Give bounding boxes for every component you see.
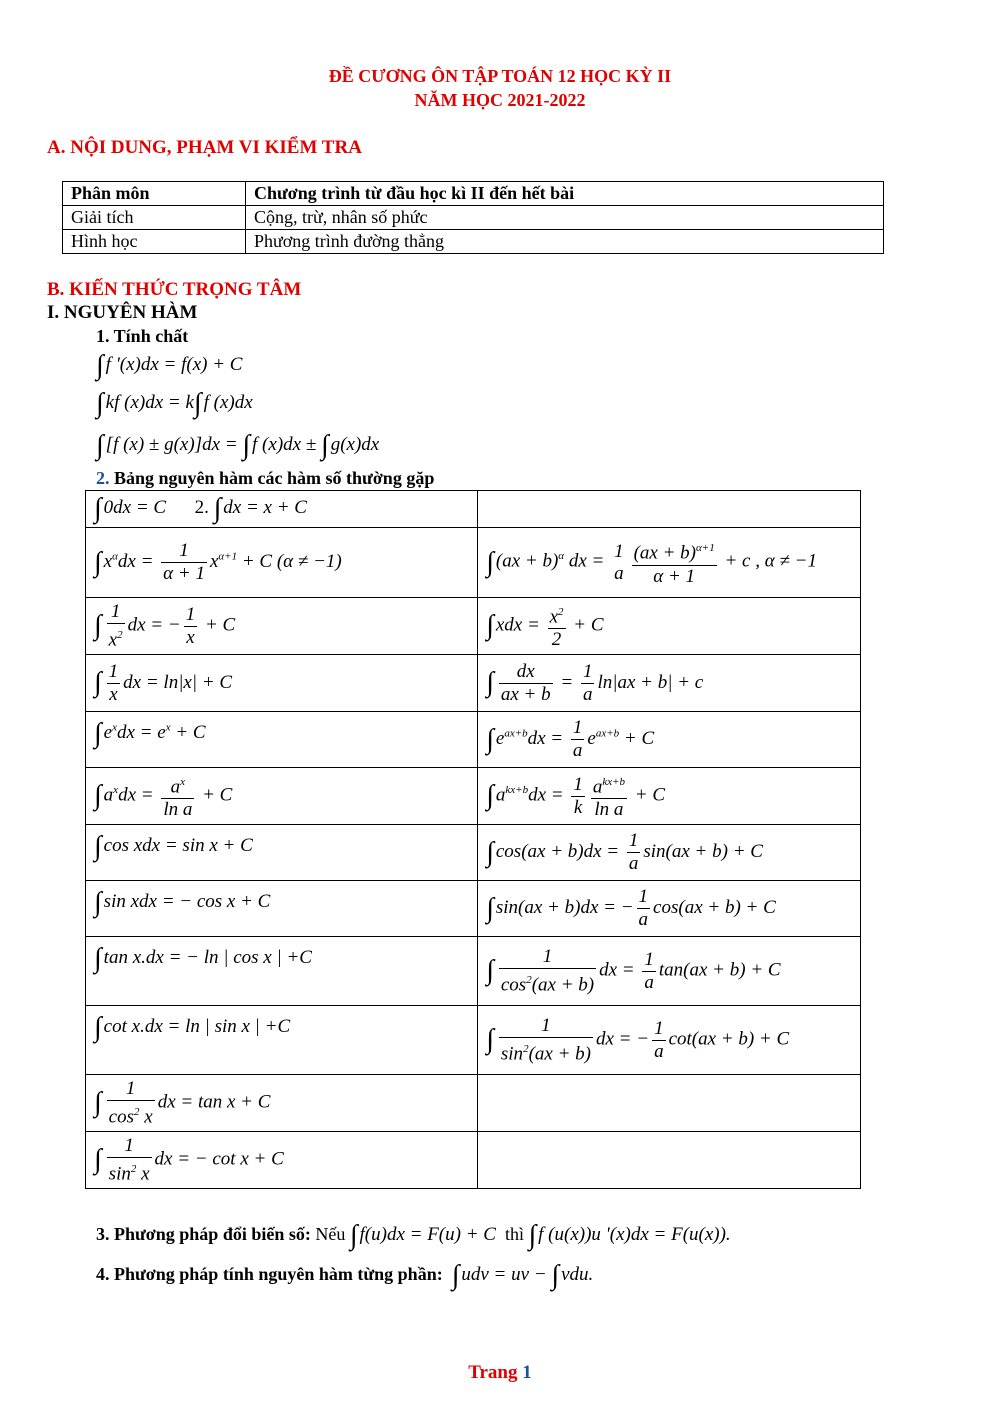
scope-cell-program: Cộng, trừ, nhân số phức	[246, 206, 884, 230]
table-heading-text: Bảng nguyên hàm các hàm số thường gặp	[109, 468, 435, 488]
scope-cell-subject: Giải tích	[63, 206, 246, 230]
formula-cell	[478, 1132, 861, 1189]
formula-cell: ∫ cos xdx = sin x + C	[86, 825, 478, 881]
method3-then: thì	[504, 1224, 524, 1244]
formula-cell: ∫ sin xdx = − cos x + C	[86, 881, 478, 937]
formula-cell: ∫ $a^{kx+b}dx$ = $\frac{1}{k}$ $\frac{a^{kx+b}}{\text{ln a}}$ + C	[478, 768, 861, 825]
table-row	[86, 528, 861, 598]
formula-cell: ∫ cot x.dx = ln | sin x | +C	[86, 1006, 478, 1075]
table-row	[86, 937, 861, 1006]
formula-cell: ∫ $x^\alpha dx$ = $\frac{1}{\alpha + 1}$ $x^{\alpha+1} + C$ (α ≠ −1)	[86, 528, 478, 598]
table-row	[86, 768, 861, 825]
doc-title-line2: NĂM HỌC 2021-2022	[414, 90, 586, 110]
formula-cell	[478, 491, 861, 528]
formula-cell: ∫ $\frac{1}{\sin^2 x}$ dx = − cot x + C	[86, 1132, 478, 1189]
part1-heading: I. NGUYÊN HÀM	[47, 302, 198, 323]
table-row	[86, 881, 861, 937]
method3-label: 3. Phương pháp đổi biến số:	[96, 1224, 311, 1244]
table-row	[86, 1132, 861, 1189]
table-row	[86, 1075, 861, 1132]
footer-page-number: 1	[522, 1362, 532, 1383]
formula-cell: ∫ $\frac{1}{\cos^2(ax + b)}$ dx = $\frac{1}{a}$ tan(ax + b) + C	[478, 937, 861, 1006]
properties-heading: 1. Tính chất	[96, 326, 189, 346]
scope-cell-subject: Hình học	[63, 230, 246, 254]
table-heading-number: 2.	[96, 468, 110, 488]
table-row	[86, 598, 861, 655]
antiderivative-table	[85, 490, 861, 1189]
doc-title-line1: ĐỀ CƯƠNG ÔN TẬP TOÁN 12 HỌC KỲ II	[328, 66, 672, 86]
section-a-heading: A. NỘI DUNG, PHẠM VI KIỂM TRA	[47, 137, 362, 158]
table-row	[86, 1006, 861, 1075]
formula-cell: ∫ $\frac{1}{\sin^2(ax + b)}$ dx = − $\frac{1}{a}$ cot(ax + b) + C	[478, 1006, 861, 1075]
scope-table-header-row	[63, 182, 884, 206]
table-row	[63, 230, 884, 254]
property-formula-3: ∫ [f (x) ± g(x)]dx = ∫ f (x)dx ± ∫ g(x)dx	[96, 430, 380, 461]
table-row	[86, 712, 861, 768]
formula-cell: ∫ $\frac{1}{\cos^2 x}$ dx = tan x + C	[86, 1075, 478, 1132]
method4-label: 4. Phương pháp tính nguyên hàm từng phần:	[96, 1264, 443, 1284]
formula-cell: ∫ $e^xdx = e^x + C$	[86, 712, 478, 768]
scope-header-program: Chương trình từ đầu học kì II đến hết bài	[246, 182, 884, 206]
table-row	[86, 491, 861, 528]
scope-header-subject: Phân môn	[63, 182, 246, 206]
property-formula-2: ∫ kf (x)dx = k∫ f (x)dx	[96, 388, 253, 419]
formula-cell: ∫ $a^xdx$ = $\frac{a^x}{\text{ln a}}$ + C	[86, 768, 478, 825]
formula-cell: ∫ (ax + b)$^\alpha$ dx = 1 a $\frac{(ax + b)^{\alpha+1}}{\alpha + 1}$ + c , α ≠ −1	[478, 528, 861, 598]
scope-table	[62, 181, 884, 254]
section-b-heading: B. KIẾN THỨC TRỌNG TÂM	[47, 279, 302, 300]
formula-cell: ∫ xdx = $\frac{x^2}{2}$ + C	[478, 598, 861, 655]
formula-cell: ∫ $\frac{1}{x}$ dx = ln|x| + C	[86, 655, 478, 712]
formula-cell: ∫ $e^{ax+b}dx$ = $\frac{1}{a}$ $e^{ax+b} + C$	[478, 712, 861, 768]
table-row	[86, 655, 861, 712]
scope-cell-program: Phương trình đường thẳng	[246, 230, 884, 254]
formula-cell	[478, 1075, 861, 1132]
formula-cell: ∫ $\frac{1}{x^2}$ dx = − $\frac{1}{x}$ + C	[86, 598, 478, 655]
formula-cell: ∫ tan x.dx = − ln | cos x | +C	[86, 937, 478, 1006]
table-row	[86, 825, 861, 881]
formula-cell: ∫ $\frac{dx}{ax + b}$ = $\frac{1}{a}$ ln|ax + b| + c	[478, 655, 861, 712]
table-heading	[96, 468, 434, 489]
formula-cell: ∫ sin(ax + b)dx = − $\frac{1}{a}$ cos(ax + b) + C	[478, 881, 861, 937]
formula-cell: ∫ 0dx = C 2. ∫ dx = x + C	[86, 491, 478, 528]
property-formula-1: ∫ f '(x)dx = f(x) + C	[96, 350, 243, 381]
footer-page-word: Trang	[468, 1362, 518, 1383]
method3-if: Nếu	[315, 1224, 346, 1244]
table-row	[63, 206, 884, 230]
formula-cell: ∫ cos(ax + b)dx = $\frac{1}{a}$ sin(ax + b) + C	[478, 825, 861, 881]
method3-line: 3. Phương pháp đổi biến số: Nếu ∫ f(u)dx = F(u) + C thì ∫ f (u(x))u '(x)dx = F(u(x)).	[96, 1220, 731, 1251]
page-footer	[0, 1362, 1000, 1384]
method4-line: 4. Phương pháp tính nguyên hàm từng phần: ∫ udv = uv − ∫ vdu.	[96, 1260, 594, 1291]
